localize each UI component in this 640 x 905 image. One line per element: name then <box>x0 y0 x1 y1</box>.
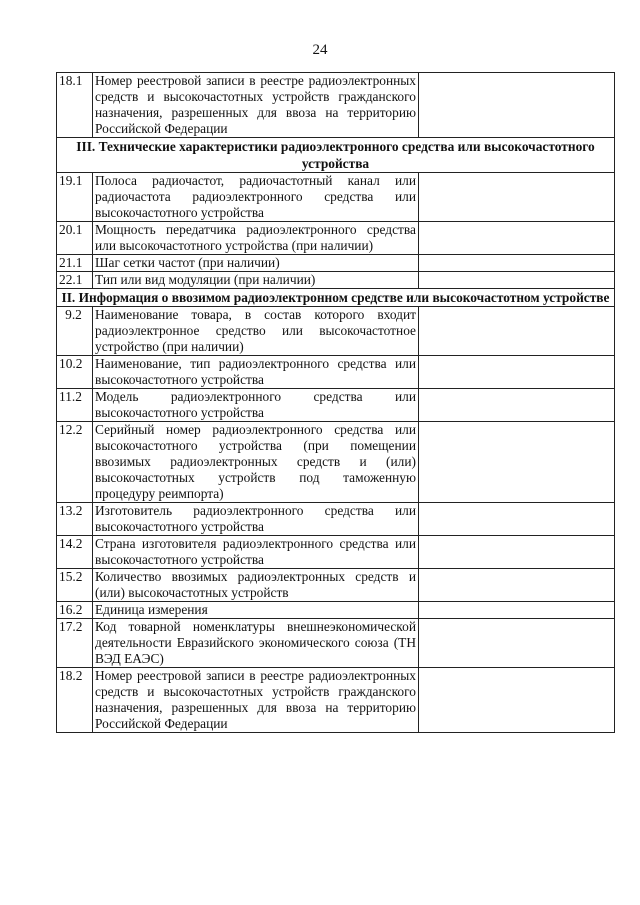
table-row <box>57 602 615 619</box>
table-row <box>57 389 615 422</box>
section-header-row <box>57 289 615 307</box>
page-number: 24 <box>312 42 328 58</box>
row-number: 18.1 <box>57 73 93 138</box>
row-value-cell[interactable] <box>419 668 615 733</box>
row-number: 19.1 <box>57 173 93 222</box>
row-value-cell[interactable] <box>419 422 615 503</box>
section-heading: II. Информация о ввозимом радиоэлектронном средстве или высокочастотном устройстве <box>57 289 615 307</box>
row-value-cell[interactable] <box>419 73 615 138</box>
table-row <box>57 73 615 138</box>
table-row <box>57 503 615 536</box>
row-label: Шаг сетки частот (при наличии) <box>93 255 419 272</box>
row-number: 16.2 <box>57 602 93 619</box>
row-number: 18.2 <box>57 668 93 733</box>
section-heading: III. Технические характеристики радиоэлектронного средства или высокочастотного устройства <box>57 138 615 173</box>
row-number: 14.2 <box>57 536 93 569</box>
row-value-cell[interactable] <box>419 356 615 389</box>
row-value-cell[interactable] <box>419 536 615 569</box>
row-number: 9.2 <box>57 307 93 356</box>
row-value-cell[interactable] <box>419 173 615 222</box>
row-label: Полоса радиочастот, радиочастотный канал или радиочастота радиоэлектронного средства или высокочастотного устройства <box>93 173 419 222</box>
row-value-cell[interactable] <box>419 255 615 272</box>
row-value-cell[interactable] <box>419 389 615 422</box>
table-row <box>57 569 615 602</box>
row-label: Изготовитель радиоэлектронного средства или высокочастотного устройства <box>93 503 419 536</box>
row-label: Номер реестровой записи в реестре радиоэлектронных средств и высокочастотных устройств гражданского назначения, разрешенных для ввоза на территорию Российской Федерации <box>93 73 419 138</box>
row-number: 21.1 <box>57 255 93 272</box>
row-value-cell[interactable] <box>419 222 615 255</box>
table-row <box>57 668 615 733</box>
table-row <box>57 255 615 272</box>
row-number: 13.2 <box>57 503 93 536</box>
row-label: Количество ввозимых радиоэлектронных средств и (или) высокочастотных устройств <box>93 569 419 602</box>
table-row <box>57 536 615 569</box>
row-label: Номер реестровой записи в реестре радиоэлектронных средств и высокочастотных устройств гражданского назначения, разрешенных для ввоза на территорию Российской Федерации <box>93 668 419 733</box>
table-row <box>57 222 615 255</box>
row-value-cell[interactable] <box>419 569 615 602</box>
row-label: Тип или вид модуляции (при наличии) <box>93 272 419 289</box>
row-value-cell[interactable] <box>419 307 615 356</box>
row-number: 11.2 <box>57 389 93 422</box>
row-number: 12.2 <box>57 422 93 503</box>
row-number: 22.1 <box>57 272 93 289</box>
row-label: Модель радиоэлектронного средства или высокочастотного устройства <box>93 389 419 422</box>
row-value-cell[interactable] <box>419 619 615 668</box>
table-row <box>57 422 615 503</box>
table-row <box>57 173 615 222</box>
row-number: 10.2 <box>57 356 93 389</box>
row-label: Серийный номер радиоэлектронного средства или высокочастотного устройства (при помещении ввозимых радиоэлектронных средств и (или) высокочастотных устройств под таможенную процедуру реимпорта) <box>93 422 419 503</box>
row-value-cell[interactable] <box>419 272 615 289</box>
row-number: 17.2 <box>57 619 93 668</box>
row-label: Мощность передатчика радиоэлектронного средства или высокочастотного устройства (при наличии) <box>93 222 419 255</box>
row-value-cell[interactable] <box>419 602 615 619</box>
row-label: Наименование товара, в состав которого входит радиоэлектронное средство или высокочастотное устройство (при наличии) <box>93 307 419 356</box>
row-label: Код товарной номенклатуры внешнеэкономической деятельности Евразийского экономического союза (ТН ВЭД ЕАЭС) <box>93 619 419 668</box>
table-row <box>57 272 615 289</box>
row-number: 20.1 <box>57 222 93 255</box>
row-label: Наименование, тип радиоэлектронного средства или высокочастотного устройства <box>93 356 419 389</box>
table-row <box>57 619 615 668</box>
row-label: Единица измерения <box>93 602 419 619</box>
row-value-cell[interactable] <box>419 503 615 536</box>
section-header-row <box>57 138 615 173</box>
row-label: Страна изготовителя радиоэлектронного средства или высокочастотного устройства <box>93 536 419 569</box>
row-number: 15.2 <box>57 569 93 602</box>
table-row <box>57 307 615 356</box>
form-table <box>56 72 615 733</box>
table-row <box>57 356 615 389</box>
